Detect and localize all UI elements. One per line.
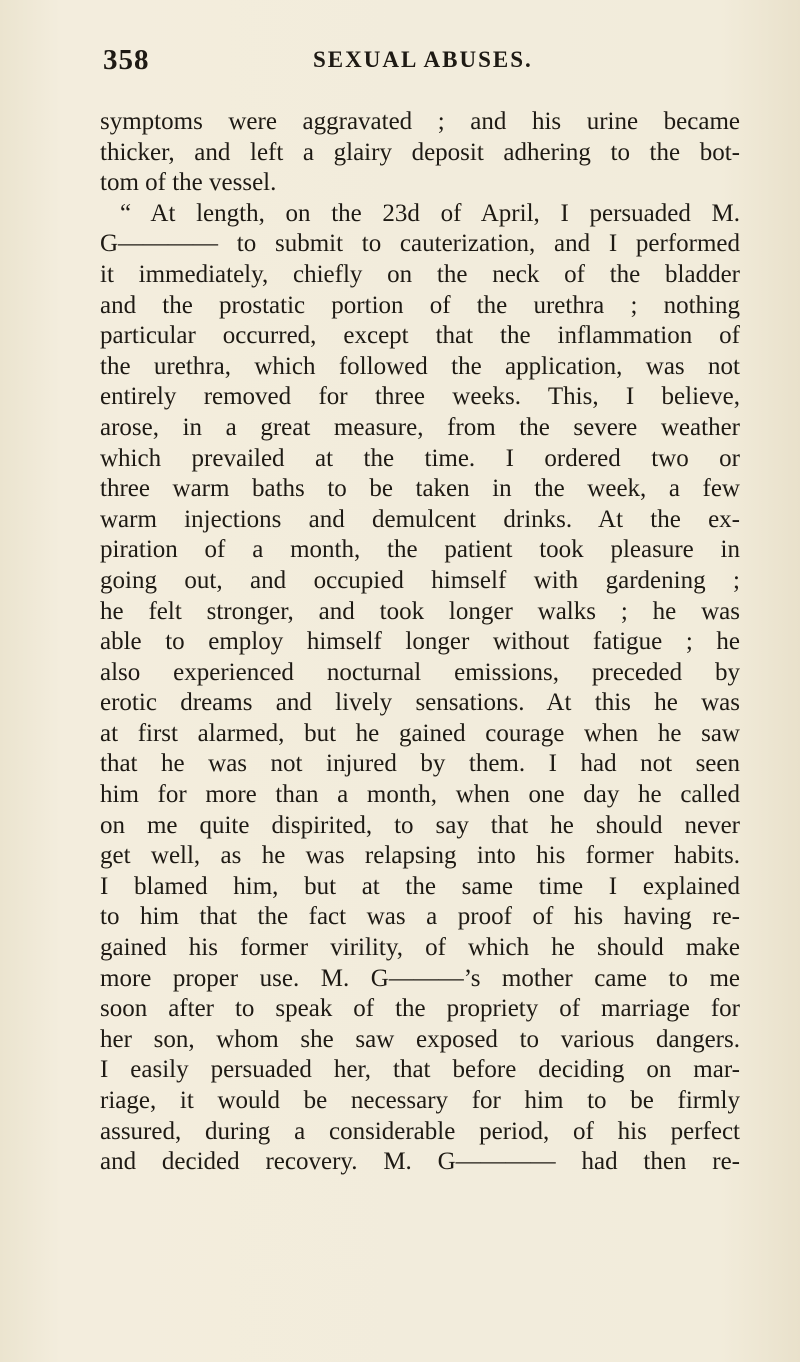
text-line: G———— to submit to cauterization, and I performed bbox=[100, 230, 740, 258]
text-line: able to employ himself longer without fatigue ; he bbox=[100, 628, 740, 656]
text-line: he felt stronger, and took longer walks ; he was bbox=[100, 597, 740, 625]
text-line: and the prostatic portion of the urethra ; nothing bbox=[100, 291, 740, 319]
running-title: SEXUAL ABUSES. bbox=[313, 47, 533, 72]
text-line: at first alarmed, but he gained courage when he saw bbox=[100, 719, 740, 747]
text-line: going out, and occupied himself with gardening ; bbox=[100, 566, 740, 594]
text-line: gained his former virility, of which he should make bbox=[100, 934, 740, 962]
text-line: the urethra, which followed the application, was not bbox=[100, 352, 740, 380]
text-line: thicker, and left a glairy deposit adhering to the bot- bbox=[100, 138, 740, 166]
text-line: “ At length, on the 23d of April, I persuaded M. bbox=[120, 199, 740, 227]
text-line: soon after to speak of the propriety of marriage for bbox=[100, 995, 740, 1023]
text-line: her son, whom she saw exposed to various dangers. bbox=[100, 1025, 740, 1053]
page-header bbox=[103, 44, 743, 84]
text-line: to him that the fact was a proof of his having re- bbox=[100, 903, 740, 931]
text-line: also experienced nocturnal emissions, preceded by bbox=[100, 658, 740, 686]
text-line: arose, in a great measure, from the severe weather bbox=[100, 413, 740, 441]
text-line: assured, during a considerable period, of his perfect bbox=[100, 1117, 740, 1145]
body-text bbox=[100, 107, 740, 1178]
text-line: more proper use. M. G———’s mother came to me bbox=[100, 964, 740, 992]
text-line: entirely removed for three weeks. This, I believe, bbox=[100, 383, 740, 411]
page-number: 358 bbox=[103, 44, 150, 76]
text-line: erotic dreams and lively sensations. At this he was bbox=[100, 689, 740, 717]
text-line: three warm baths to be taken in the week, a few bbox=[100, 475, 740, 503]
text-line: I blamed him, but at the same time I explained bbox=[100, 872, 740, 900]
text-line: warm injections and demulcent drinks. At the ex- bbox=[100, 505, 740, 533]
text-line: him for more than a month, when one day he called bbox=[100, 781, 740, 809]
text-line: tom of the vessel. bbox=[100, 169, 277, 197]
text-line: piration of a month, the patient took pleasure in bbox=[100, 536, 740, 564]
text-line: get well, as he was relapsing into his former habits. bbox=[100, 842, 740, 870]
text-line: and decided recovery. M. G———— had then re- bbox=[100, 1148, 740, 1176]
text-line: it immediately, chiefly on the neck of the bladder bbox=[100, 260, 740, 288]
text-line: particular occurred, except that the inflammation of bbox=[100, 322, 740, 350]
text-line: riage, it would be necessary for him to be firmly bbox=[100, 1087, 740, 1114]
text-line: symptoms were aggravated ; and his urine became bbox=[100, 108, 740, 135]
text-line: that he was not injured by them. I had not seen bbox=[100, 750, 740, 778]
text-line: I easily persuaded her, that before deciding on mar- bbox=[100, 1056, 740, 1084]
text-line: on me quite dispirited, to say that he should never bbox=[100, 811, 740, 839]
text-line: which prevailed at the time. I ordered two or bbox=[100, 444, 740, 472]
